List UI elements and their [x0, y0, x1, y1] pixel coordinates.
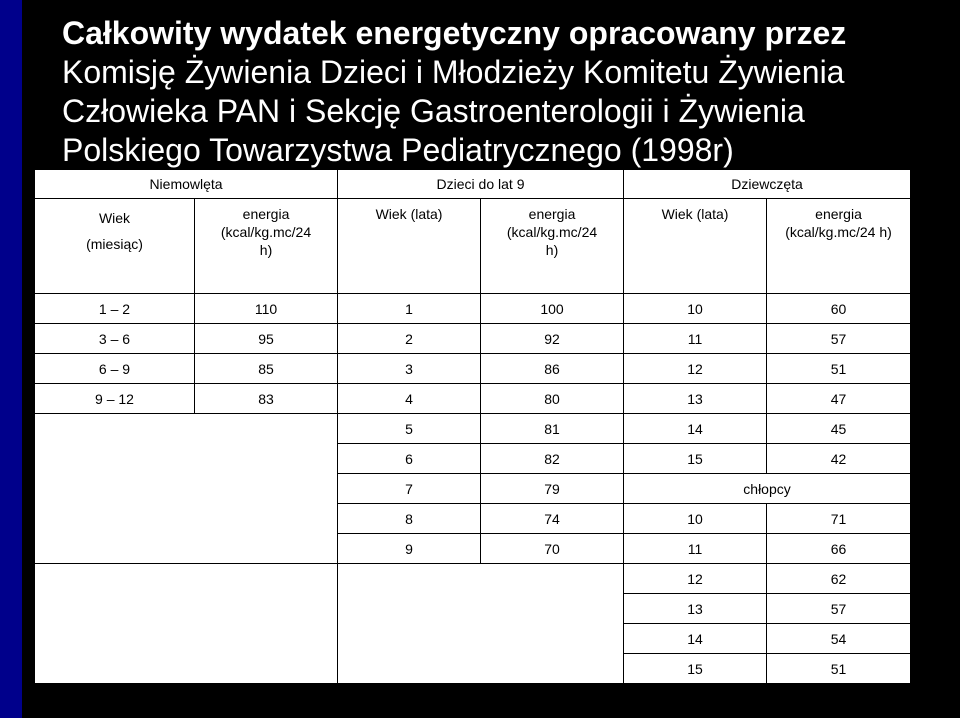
- infant-age-cell: 3 – 6: [35, 324, 195, 354]
- child-energy-cell: 70: [481, 534, 624, 564]
- child-age-cell: 4: [338, 384, 481, 414]
- infant-energy-cell: 85: [195, 354, 338, 384]
- table-row: [35, 324, 911, 354]
- boy-age-cell: 15: [624, 654, 767, 684]
- child-energy-cell: 74: [481, 504, 624, 534]
- slide-title: [62, 14, 942, 170]
- group-children: Dzieci do lat 9: [338, 170, 624, 199]
- infant-energy-cell: 110: [195, 294, 338, 324]
- header-text: (kcal/kg.mc/24: [220, 224, 312, 240]
- child-energy-cell: 82: [481, 444, 624, 474]
- slide-accent-bar: [0, 0, 22, 718]
- table-row: [35, 564, 911, 594]
- header-text: h): [259, 242, 273, 258]
- header-text: Wiek (lata): [661, 206, 729, 222]
- child-age-cell: 5: [338, 414, 481, 444]
- title-line-1: Całkowity wydatek energetyczny opracowany przez: [62, 15, 847, 51]
- group-header-row: [35, 170, 911, 199]
- girl-age-cell: 11: [624, 324, 767, 354]
- infant-energy-cell: 83: [195, 384, 338, 414]
- girl-age-cell: 10: [624, 294, 767, 324]
- girl-energy-cell: 51: [767, 354, 911, 384]
- group-infants: Niemowlęta: [35, 170, 338, 199]
- boy-age-cell: 14: [624, 624, 767, 654]
- child-age-cell: 3: [338, 354, 481, 384]
- girl-energy-cell: 42: [767, 444, 911, 474]
- energy-table: [34, 169, 911, 684]
- child-energy-cell: 92: [481, 324, 624, 354]
- child-age-cell: 7: [338, 474, 481, 504]
- header-infant-age: [35, 199, 195, 294]
- empty-cell: [35, 414, 338, 564]
- header-child-age: [338, 199, 481, 294]
- boy-age-cell: 12: [624, 564, 767, 594]
- girl-energy-cell: 45: [767, 414, 911, 444]
- header-text: (kcal/kg.mc/24: [506, 224, 598, 240]
- child-age-cell: 8: [338, 504, 481, 534]
- child-age-cell: 9: [338, 534, 481, 564]
- child-age-cell: 2: [338, 324, 481, 354]
- child-energy-cell: 86: [481, 354, 624, 384]
- child-energy-cell: 100: [481, 294, 624, 324]
- boy-energy-cell: 51: [767, 654, 911, 684]
- child-energy-cell: 79: [481, 474, 624, 504]
- title-line-3: Człowieka PAN i Sekcję Gastroenterologii i Żywienia: [62, 93, 805, 129]
- table-row: [35, 294, 911, 324]
- header-text: energia: [815, 206, 862, 222]
- group-girls: Dziewczęta: [624, 170, 911, 199]
- boy-age-cell: 13: [624, 594, 767, 624]
- boy-energy-cell: 62: [767, 564, 911, 594]
- header-text: (kcal/kg.mc/24 h): [785, 224, 892, 240]
- boy-energy-cell: 57: [767, 594, 911, 624]
- boy-age-cell: 11: [624, 534, 767, 564]
- header-text: energia: [528, 206, 576, 222]
- table-row: [35, 354, 911, 384]
- column-header-row: [35, 199, 911, 294]
- child-age-cell: 6: [338, 444, 481, 474]
- boys-label-text: chłopcy: [743, 480, 791, 497]
- title-line-2: Komisję Żywienia Dzieci i Młodzieży Komitetu Żywienia: [62, 54, 845, 90]
- girl-energy-cell: 57: [767, 324, 911, 354]
- child-energy-cell: 81: [481, 414, 624, 444]
- header-text: Wiek (lata): [375, 206, 443, 222]
- header-girl-energy: [767, 199, 911, 294]
- child-energy-cell: 80: [481, 384, 624, 414]
- boys-section-label: [624, 474, 911, 504]
- girl-age-cell: 14: [624, 414, 767, 444]
- infant-age-cell: 6 – 9: [35, 354, 195, 384]
- infant-energy-cell: 95: [195, 324, 338, 354]
- empty-cell: [338, 564, 624, 684]
- header-text: Wiek: [98, 210, 131, 226]
- girl-energy-cell: 47: [767, 384, 911, 414]
- infant-age-cell: 1 – 2: [35, 294, 195, 324]
- girl-age-cell: 15: [624, 444, 767, 474]
- header-infant-energy: [195, 199, 338, 294]
- infant-age-cell: 9 – 12: [35, 384, 195, 414]
- table-row: [35, 384, 911, 414]
- header-child-energy: [481, 199, 624, 294]
- header-text: energia: [242, 206, 290, 222]
- boy-energy-cell: 54: [767, 624, 911, 654]
- header-girl-age: [624, 199, 767, 294]
- header-text: (miesiąc): [86, 236, 143, 252]
- header-text: h): [545, 242, 559, 258]
- boy-energy-cell: 71: [767, 504, 911, 534]
- boy-age-cell: 10: [624, 504, 767, 534]
- girl-energy-cell: 60: [767, 294, 911, 324]
- boy-energy-cell: 66: [767, 534, 911, 564]
- girl-age-cell: 12: [624, 354, 767, 384]
- title-line-4: Polskiego Towarzystwa Pediatrycznego (1998r): [62, 132, 734, 168]
- table-row: [35, 414, 911, 444]
- empty-cell: [35, 564, 338, 684]
- girl-age-cell: 13: [624, 384, 767, 414]
- child-age-cell: 1: [338, 294, 481, 324]
